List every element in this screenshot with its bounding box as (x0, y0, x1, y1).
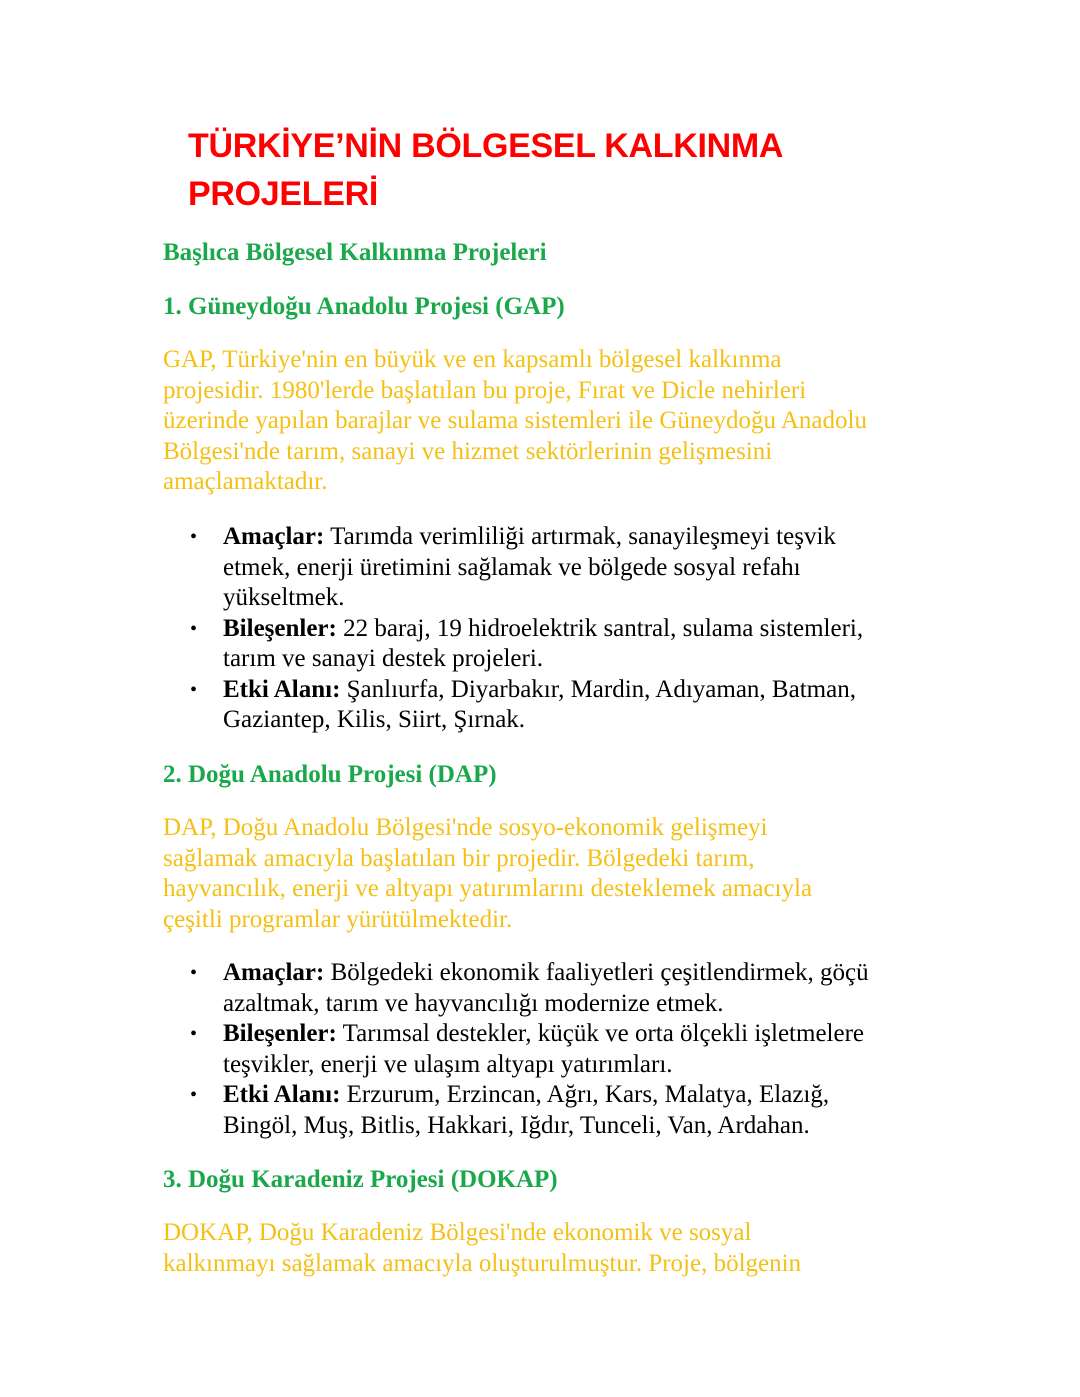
paragraph-line: GAP, Türkiye'nin en büyük ve en kapsamlı bölgesel kalkınma (163, 346, 782, 373)
bullet-icon: • (190, 1023, 198, 1045)
list-item (188, 1080, 948, 1141)
bullet-icon: • (190, 678, 198, 701)
bullet-text: teşvikler, enerji ve ulaşım altyapı yatırımları. (223, 1050, 673, 1078)
paragraph-line: DAP, Doğu Anadolu Bölgesi'nde sosyo-ekonomik gelişmeyi (163, 814, 768, 841)
list-item (188, 675, 948, 736)
paragraph-line: sağlamak amacıyla başlatılan bir projedir. Bölgedeki tarım, (163, 844, 755, 872)
document-title (188, 122, 888, 218)
bullet-label: Bileşenler: (223, 614, 337, 642)
bullet-label: Amaçlar: (223, 959, 325, 986)
bullet-text: etmek, enerji üretimini sağlamak ve bölgede sosyal refahı (223, 553, 801, 581)
subtitle: Başlıca Bölgesel Kalkınma Projeleri (163, 239, 547, 266)
section-paragraph-dap (163, 813, 943, 935)
bullet-text: azaltmak, tarım ve hayvancılığı modernize etmek. (223, 989, 724, 1017)
section-heading-dokap: 3. Doğu Karadeniz Projesi (DOKAP) (163, 1166, 558, 1193)
paragraph-line: Bölgesi'nde tarım, sanayi ve hizmet sektörlerinin gelişmesini (163, 437, 773, 465)
bullet-text: Erzurum, Erzincan, Ağrı, Kars, Malatya, Elazığ, (340, 1081, 830, 1108)
bullet-label: Bileşenler: (223, 1020, 337, 1047)
bullet-label: Etki Alanı: (223, 675, 341, 703)
paragraph-line: üzerinde yapılan barajlar ve sulama sistemleri ile Güneydoğu Anadolu (163, 407, 867, 434)
bullet-text: Şanlıurfa, Diyarbakır, Mardin, Adıyaman, Batman, (340, 675, 856, 703)
paragraph-line: DOKAP, Doğu Karadeniz Bölgesi'nde ekonomik ve sosyal (163, 1219, 752, 1246)
section-paragraph-gap (163, 345, 943, 498)
title-line-2: PROJELERİ (188, 175, 379, 213)
section-heading-gap: 1. Güneydoğu Anadolu Projesi (GAP) (163, 293, 565, 320)
bullet-text: Bingöl, Muş, Bitlis, Hakkari, Iğdır, Tunceli, Van, Ardahan. (223, 1111, 810, 1139)
bullet-list-dap (188, 958, 948, 1141)
bullet-text: Bölgedeki ekonomik faaliyetleri çeşitlendirmek, göçü (324, 959, 869, 986)
list-item (188, 522, 948, 614)
paragraph-line: kalkınmayı sağlamak amacıyla oluşturulmuştur. Proje, bölgenin (163, 1249, 802, 1277)
section-paragraph-dokap (163, 1218, 943, 1279)
bullet-text: Gaziantep, Kilis, Siirt, Şırnak. (223, 706, 526, 733)
list-item (188, 614, 948, 675)
bullet-icon: • (190, 962, 198, 984)
title-line-1: TÜRKİYE’NİN BÖLGESEL KALKINMA (188, 127, 784, 165)
bullet-list-gap (188, 522, 948, 736)
bullet-text: 22 baraj, 19 hidroelektrik santral, sulama sistemleri, (336, 614, 864, 642)
list-item (188, 1019, 948, 1080)
paragraph-line: hayvancılık, enerji ve altyapı yatırımlarını desteklemek amacıyla (163, 875, 813, 902)
bullet-text: yükseltmek. (223, 584, 345, 611)
paragraph-line: projesidir. 1980'lerde başlatılan bu proje, Fırat ve Dicle nehirleri (163, 376, 807, 404)
bullet-icon: • (190, 526, 198, 548)
paragraph-line: çeşitli programlar yürütülmektedir. (163, 905, 513, 933)
bullet-label: Amaçlar: (223, 523, 325, 550)
bullet-text: Tarımda verimliliği artırmak, sanayileşmeyi teşvik (324, 523, 836, 550)
paragraph-line: amaçlamaktadır. (163, 468, 328, 495)
bullet-icon: • (190, 617, 198, 640)
bullet-text: Tarımsal destekler, küçük ve orta ölçekli işletmelere (336, 1020, 865, 1047)
bullet-label: Etki Alanı: (223, 1081, 341, 1108)
section-heading-dap: 2. Doğu Anadolu Projesi (DAP) (163, 761, 497, 788)
bullet-text: tarım ve sanayi destek projeleri. (223, 645, 544, 672)
list-item (188, 958, 948, 1019)
bullet-icon: • (190, 1084, 198, 1106)
